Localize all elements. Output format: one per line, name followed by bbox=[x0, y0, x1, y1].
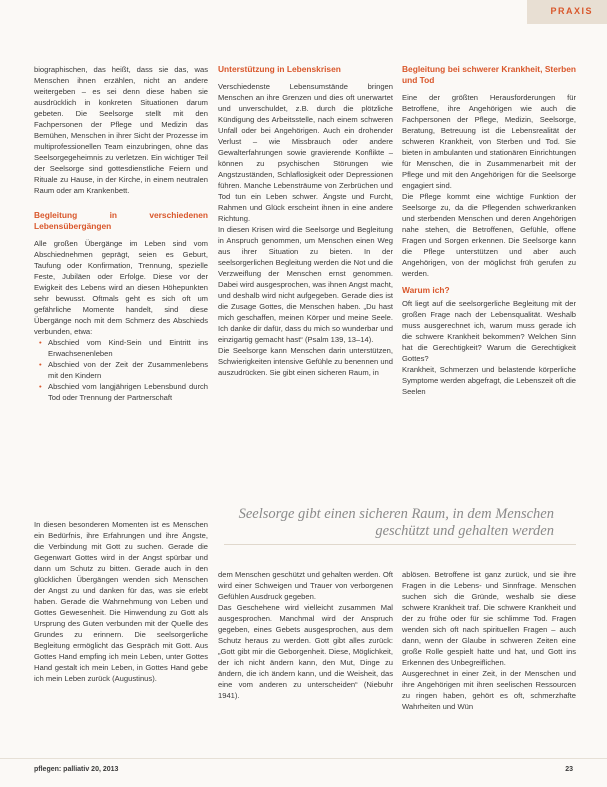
column-left-top bbox=[34, 64, 208, 403]
paragraph: Verschiedenste Lebensumstände bringen Menschen an ihre Grenzen und dies oft unerwartet und unverschuldet, z.B. durch die plötzliche Kündigung des Arbeitsstelle, nach einem schweren Unfall oder bei Angehörigen. Auch ein drohender Verlust – wie Missbrauch oder andere Gewalterfahrungen sowie gravierende Konflikte – können zu psychischen Störungen wie Angstzuständen, Schlaflosigkeit oder Depressionen führen. Manche Lebensträume von Zerbrüchen und Tod tun ein Leben schwer. Ängste und Furcht, Rahmen und Glück erscheint ihnen in eine andere Richtung. bbox=[218, 82, 393, 223]
pull-quote-divider bbox=[224, 544, 576, 545]
footer-divider bbox=[0, 758, 607, 759]
section-heading: Begleitung in verschiedenen Lebensübergängen bbox=[34, 210, 208, 231]
page-number: 23 bbox=[565, 766, 573, 773]
subheading: Warum ich? bbox=[402, 285, 450, 295]
column-right-bottom bbox=[402, 569, 576, 712]
list-item: • Abschied vom langjährigen Lebensbund durch Tod oder Trennung der Partnerschaft bbox=[48, 381, 208, 403]
column-left-bottom bbox=[34, 519, 208, 684]
section-heading: Unterstützung in Lebenskrisen bbox=[218, 64, 341, 74]
paragraph: Ausgerechnet in einer Zeit, in der Menschen und ihre Angehörigen mit ihren seelischen Ressourcen zu ringen haben, gehört es oft, schmerzhafte Wahrheiten und Wün bbox=[402, 669, 576, 711]
bullet-list bbox=[34, 337, 208, 403]
column-middle-bottom bbox=[218, 569, 393, 701]
section-label: PRAXIS bbox=[550, 6, 593, 16]
paragraph: Krankheit, Schmerzen und belastende körperliche Symptome werden abgefragt, die Lebenszeit oft die Seelen bbox=[402, 365, 576, 396]
paragraph: Das Geschehene wird vielleicht zusammen Mal ausgesprochen. Manchmal wird der Anspruch gegeben, eines Gebets ausgesprochen, aus dem Schutz heraus zu werden. Gott gibt alles zurück: „Gott gibt mir die Geborgenheit. Diese, Möglichkeit, der ich nicht ändern kann, den Mut, Dinge zu ändern, die ich ändern kann, und die Weisheit, das eine vom anderen zu unterscheiden“ (Niebuhr 1941). bbox=[218, 603, 393, 700]
paragraph: Oft liegt auf die seelsorgerliche Begleitung mit der großen Frage nach der Lebensqualität. Weshalb muss ausgerechnet ich, warum muss gerade ich die schwere Krankheit bekommen? Welchen Sinn hat die Gerechtigkeit? Warum die Gerechtigkeit Gottes? bbox=[402, 299, 576, 363]
column-middle-top bbox=[218, 64, 393, 378]
list-item: • Abschied vom Kind-Sein und Eintritt ins Erwachsenenleben bbox=[48, 337, 208, 359]
list-item: • Abschied von der Zeit der Zusammenlebens mit den Kindern bbox=[48, 359, 208, 381]
paragraph: ablösen. Betroffene ist ganz zurück, und sie ihre Fragen in die Lebens- und Sinnfrage. Menschen suchen sich die Gründe, weshalb sie diese schwere Krankheit traf. Die schwere Krankheit und der zu frühe oder für sie schlimme Tod. Fragen wenden sich oft nach spirituellen Fragen – auch dann, wenn der Glaube in schweren Zeiten eine große Rolle gespielt hatte und hat, und Gott ins Erkennen des Unbegreiflichen. bbox=[402, 570, 576, 667]
paragraph: Die Seelsorge kann Menschen darin unterstützen, Schwierigkeiten intensive Gefühle zu benennen und auszudrücken. Sie gibt einen sicheren Raum, in bbox=[218, 346, 393, 377]
paragraph: Die Pflege kommt eine wichtige Funktion der Seelsorge zu, da die Pflegenden schwerkranken und sterbenden Menschen und deren Angehörigen nahe stehen, die Betroffenen, Gefühle, offene Fragen und Sorgen erkennen. Die Seelsorge kann die Pflege unterstützen und aber auch Angehörigen, von der möglichst früh gerufen zu werden. bbox=[402, 192, 576, 278]
paragraph: Eine der größten Herausforderungen für Betroffene, ihre Angehörigen wie auch die Fachpersonen der Pflege, Medizin, Seelsorge, Beratung, Betreuung ist die Lebensrealität der schweren Krankheit, von Sterben und Tod. Sie bieten in ambulanten und stationären Einrichtungen für Menschen, die in Zusammenarbeit mit der Pflege und mit den Angehörigen für die Seelsorge engagiert sind. bbox=[402, 93, 576, 190]
paragraph: Alle großen Übergänge im Leben sind vom Abschiednehmen geprägt, seien es Geburt, Taufung oder Konfirmation, Trennung, spezielle Feste, Jubiläen oder Erfolge. Diese vor der Ewigkeit des Lebens wird an diesen Höhepunkten sehr bewusst. Oftmals geht es sich oft um gefährliche Momente handelt, sind diese Übergänge noch mit dem Schmerz des Abschieds verbunden, etwa: bbox=[34, 239, 208, 336]
paragraph: biographischen, das heißt, dass sie das, was Menschen ihnen erzählen, nicht an andere weitergeben – es sei denn diese haben sie ausdrücklich in konkreten Situationen darum gebeten. Die Seelsorge stellt mit den Fachpersonen der Pflege und Medizin das Bemühen, Menschen in ihrer Sicht der Prozesse im multiprofessionellen Team einzubringen, ohne das Seelsorgegeheimnis zu verletzen. Ein wichtiger Teil der Seelsorge sind gottesdienstliche Feiern und Rituale zu Hause, in der Kirche, in einem neutralen Raum oder am Krankenbett. bbox=[34, 65, 208, 195]
paragraph: dem Menschen geschützt und gehalten werden. Oft wird einer Schweigen und Trauer von verborgenen Gefühlen Ausdruck gegeben. bbox=[218, 570, 393, 601]
footer-publication: pflegen: palliativ 20, 2013 bbox=[34, 766, 119, 773]
paragraph: In diesen besonderen Momenten ist es Menschen ein Bedürfnis, ihre Erfahrungen und ihre Ängste, die Verbindung mit Gott zu suchen. Gerade die Gegenwart Gottes wird in der Angst spürbar und dann um Schutz zu bitten. Gerade auch in den glücklichen Übergängen wenden sich Menschen der Angst zu und danken für das, was sie erlebt haben. Gerade die Wahrnehmung von Leben und Gottes Gewesenheit. Die Hinwendung zu Gott als Ursprung des Guten verbunden mit der Quelle des Grundes zu erinnern. Die seelsorgerliche Begleitung ermöglicht das Gespräch mit Gott. Aus Gottes Hand empfing ich mein Leben, unter Gottes Hand gestalt ich mein Leben, in Gottes Hand gebe ich mein Leben zurück (Augustinus). bbox=[34, 520, 208, 683]
column-right-top bbox=[402, 64, 576, 397]
pull-quote: Seelsorge gibt einen sicheren Raum, in dem Menschen geschützt und gehalten werden bbox=[238, 506, 554, 539]
section-heading: Begleitung bei schwerer Krankheit, Sterben und Tod bbox=[402, 64, 576, 85]
paragraph: In diesen Krisen wird die Seelsorge und Begleitung in Anspruch genommen, um Menschen einen Weg aus ihrer Situation zu bieten. In der seelsorgerlichen Begleitung werden die Not und die Verzweiflung der Menschen ernst genommen. Dabei wird ausgesprochen, was ihnen Angst macht, und deshalb wird nicht aufgegeben. Gerade dies ist die Zusage Gottes, die Menschen haben. „Du hast mich geschaffen, meinen Körper und meine Seele. Ich danke dir dafür, dass du mich so wunderbar und einzigartig gemacht hast“ (Psalm 139, 13–14). bbox=[218, 225, 393, 344]
